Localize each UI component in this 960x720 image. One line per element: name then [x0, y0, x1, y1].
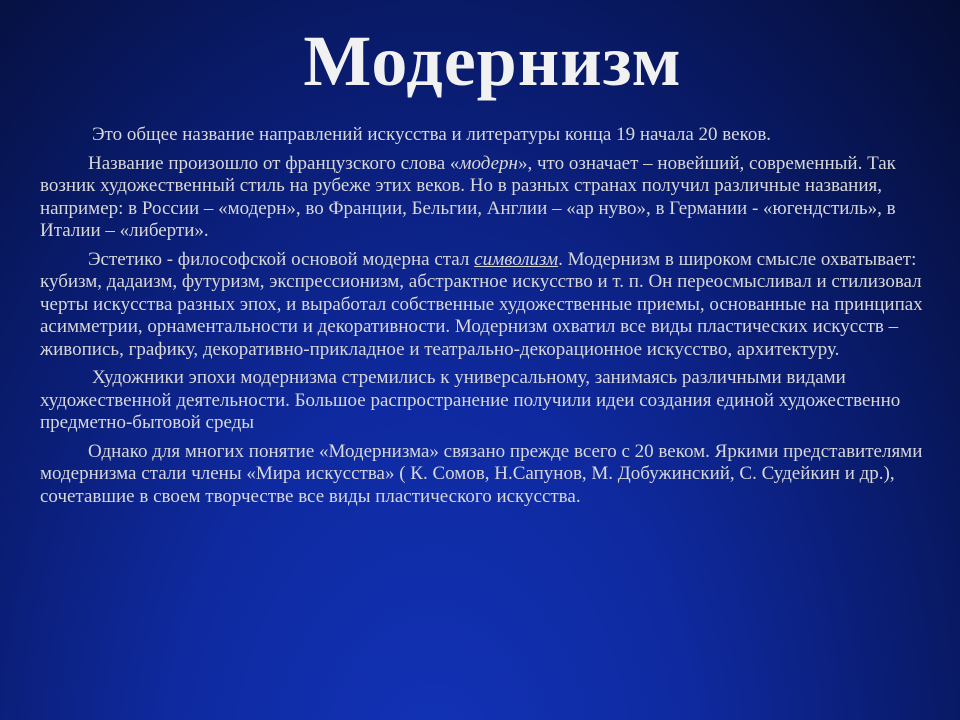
paragraph-3-text-b: . Модернизм в широком смысле охватывает: кубизм, дадаизм, футуризм, экспрессионизм, абстрактное искусство и т. п. Он переосмысливал и стилизовал черты искусства разных эпох, и выработал собственные художественные приемы, основанные на принципах асимметрии, орнаментальности и декоративности. Модернизм охватил все виды пластических искусств – живопись, графику, декоративно-прикладное и театрально-декорационное искусство, архитектуру. [40, 248, 923, 360]
paragraph-4: Художники эпохи модернизма стремились к универсальному, занимаясь различными видами художественной деятельности. Большое распространение получили идеи создания единой художественно предметно-бытовой среды [40, 367, 901, 433]
paragraph-3-text-a: Эстетико - философской основой модерна стал [88, 248, 475, 270]
modern-word: модерн [459, 152, 518, 174]
slide-title: Модернизм [303, 21, 682, 101]
paragraph-3 [40, 249, 930, 362]
paragraph-2 [40, 153, 930, 243]
slide-body [40, 124, 930, 514]
paragraph-1: Это общее название направлений искусства и литературы конца 19 начала 20 веков. [92, 124, 772, 145]
symbolism-link[interactable]: символизм [474, 248, 559, 270]
paragraph-2-text-a: Название произошло от французского слова « [88, 152, 460, 174]
paragraph-5: Однако для многих понятие «Модернизма» связано прежде всего с 20 веком. Яркими представителями модернизма стали члены «Мира искусства» ( К. Сомов, Н.Сапунов, М. Добужинский, С. Судейкин и др.), сочетавшие в своем творчестве все виды пластического искусства. [40, 440, 923, 507]
paragraph-2-text-b: », что означает – новейший, современный. Так возник художественный стиль на рубеже этих веков. Но в разных странах получил различные названия, например: в России – «модерн», во Франции, Бельгии, Англии – «ар нуво», в Германии - «югендстиль», в Италии – «либерти». [40, 152, 896, 241]
